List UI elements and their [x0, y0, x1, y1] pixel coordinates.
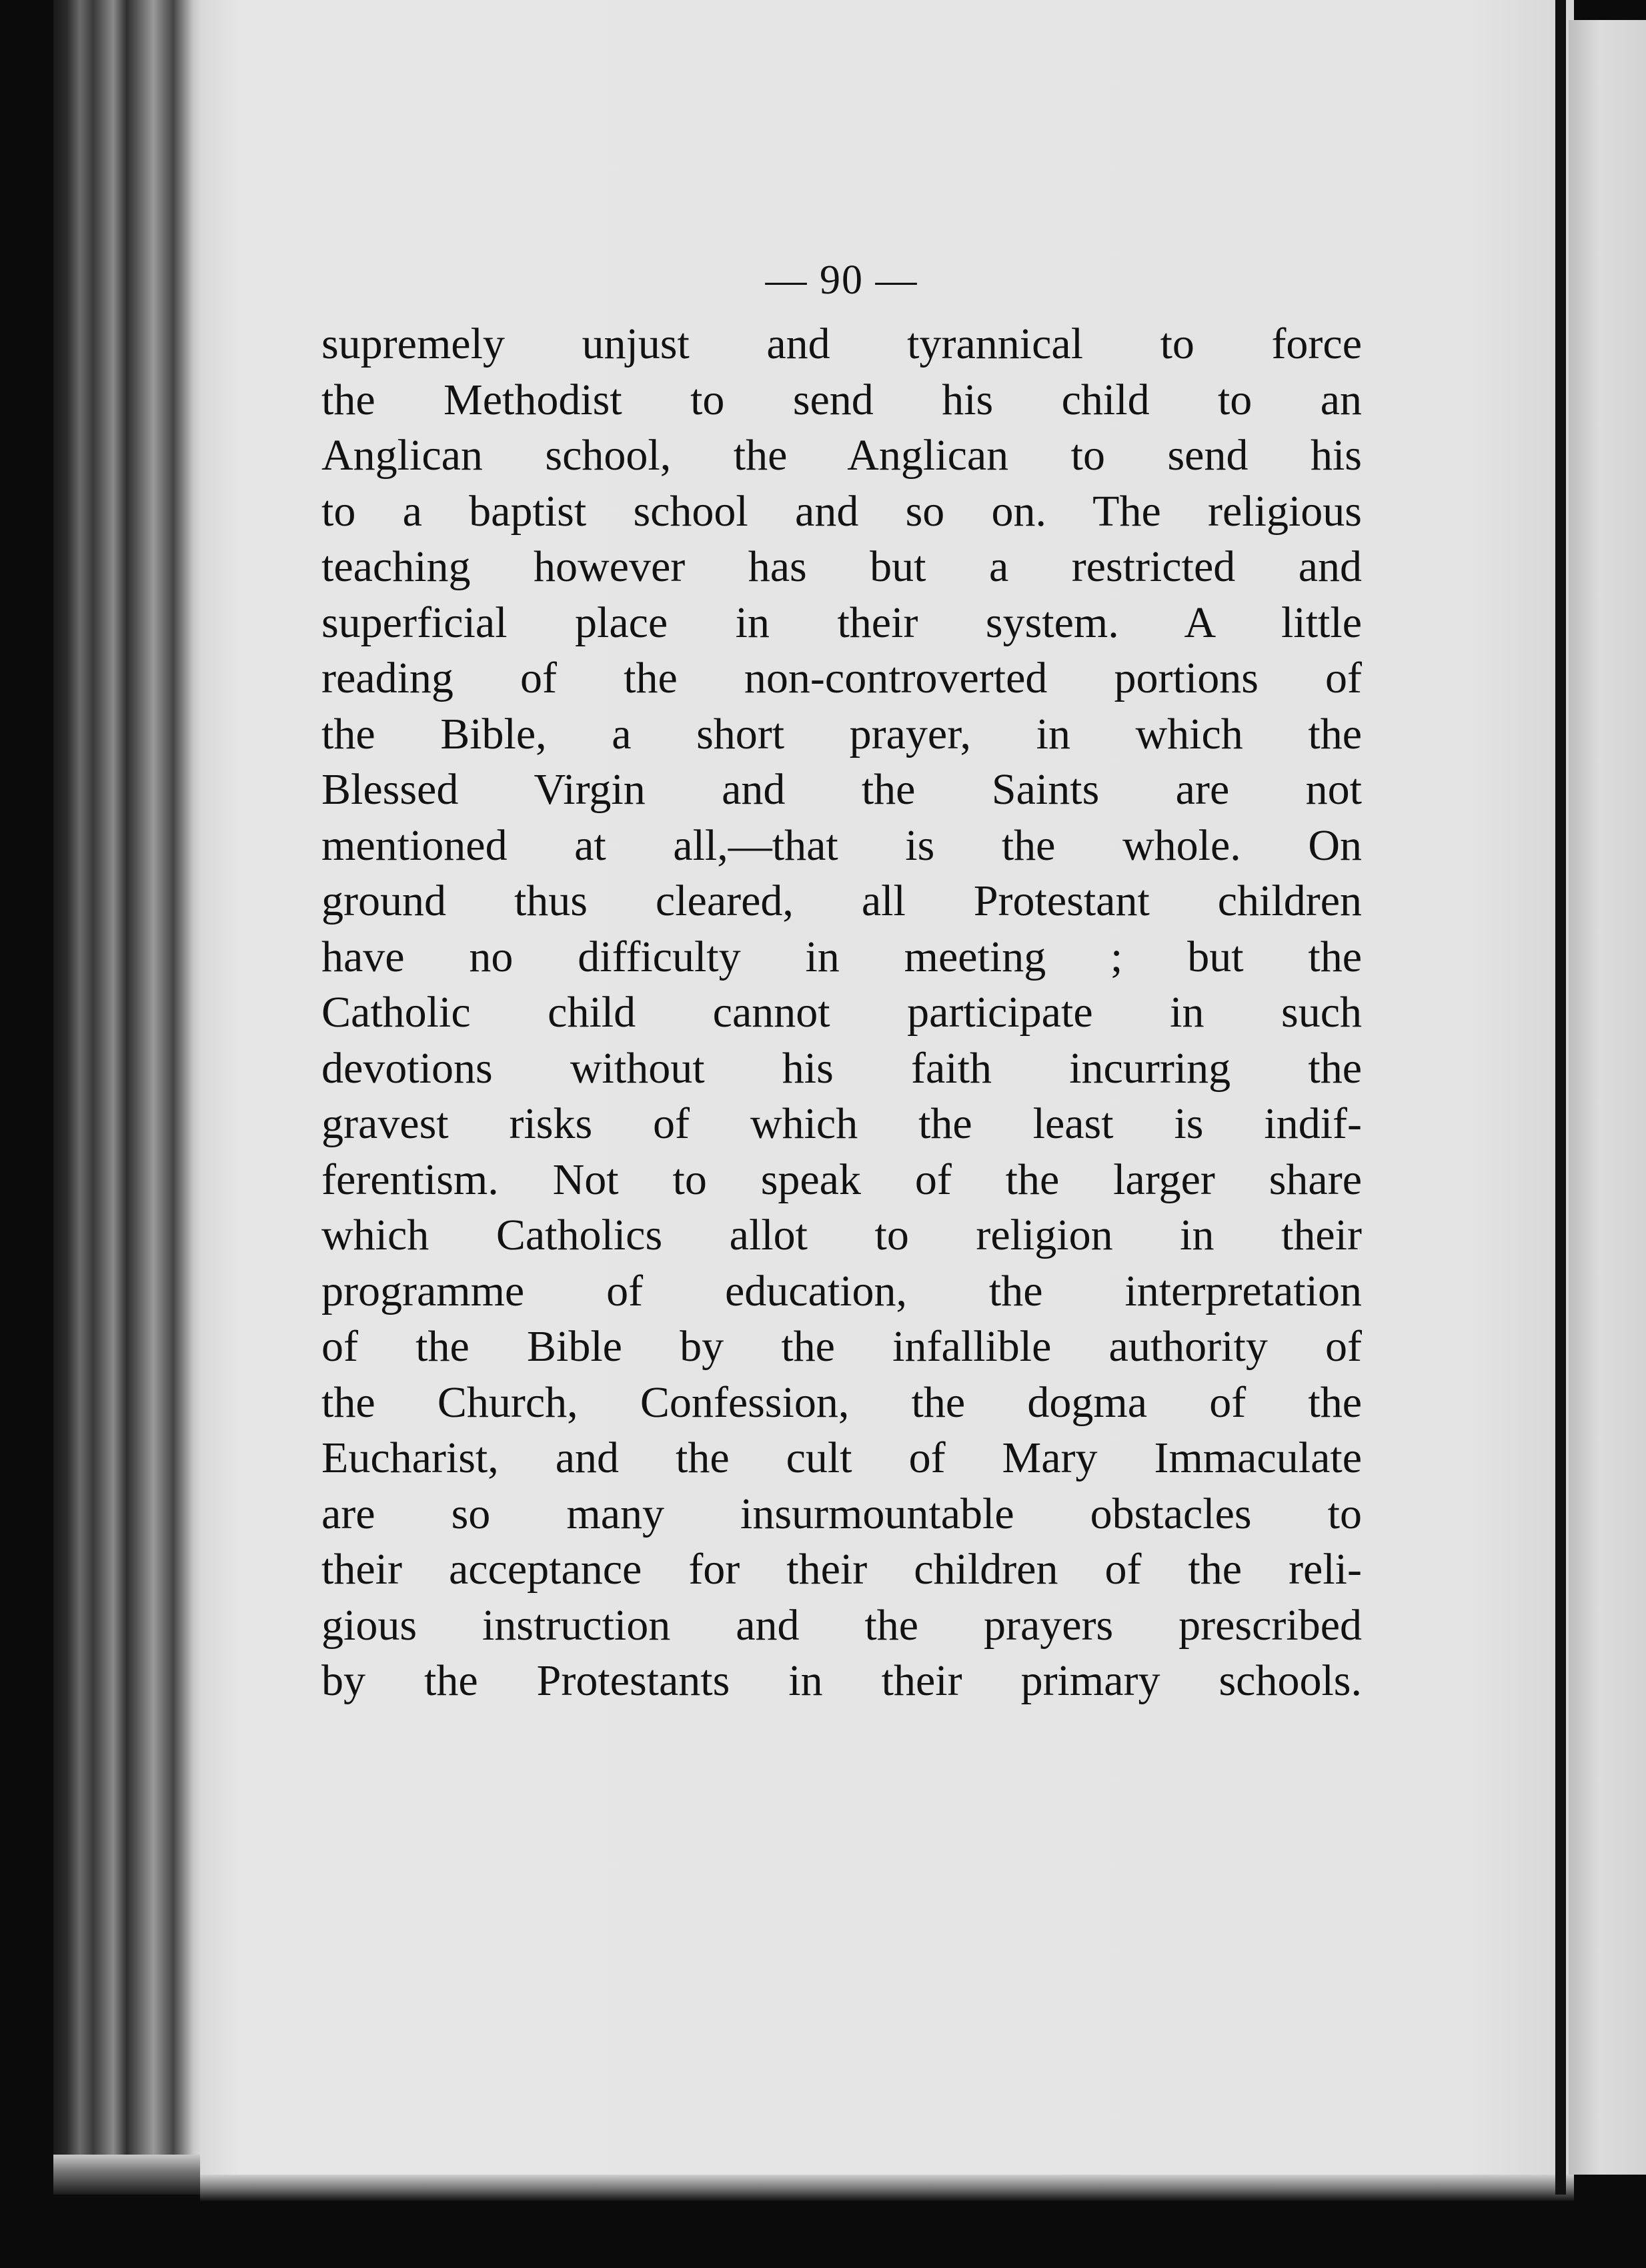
- text-line: reading of the non-controverted portions of: [321, 654, 1362, 702]
- body-paragraph: [321, 316, 1362, 1709]
- text-line: ferentism. Not to speak of the larger share: [321, 1155, 1362, 1204]
- text-line: ground thus cleared, all Protestant children: [321, 877, 1362, 925]
- text-line: the Bible, a short prayer, in which the: [321, 709, 1362, 758]
- text-line: Eucharist, and the cult of Mary Immaculate: [321, 1434, 1362, 1482]
- text-line-last: by the Protestants in their primary schools.: [321, 1656, 1362, 1705]
- text-line: are so many insurmountable obstacles to: [321, 1489, 1362, 1538]
- text-line: Blessed Virgin and the Saints are not: [321, 765, 1362, 814]
- book-gutter: [1555, 0, 1566, 2195]
- text-line: programme of education, the interpretation: [321, 1266, 1362, 1315]
- text-line: which Catholics allot to religion in their: [321, 1211, 1362, 1259]
- text-line: the Methodist to send his child to an: [321, 375, 1362, 424]
- text-line: supremely unjust and tyrannical to force: [321, 320, 1362, 368]
- text-line: Catholic child cannot participate in such: [321, 988, 1362, 1037]
- page-text-block: [321, 253, 1362, 1709]
- text-line: gious instruction and the prayers prescribed: [321, 1600, 1362, 1650]
- text-line: their acceptance for their children of the reli-: [321, 1545, 1362, 1594]
- facing-page-edge: [1569, 20, 1646, 2175]
- text-line: Anglican school, the Anglican to send his: [321, 431, 1362, 480]
- text-line: the Church, Confession, the dogma of the: [321, 1377, 1362, 1427]
- text-line: mentioned at all,—that is the whole. On: [321, 820, 1362, 870]
- text-line: superficial place in their system. A little: [321, 598, 1362, 647]
- text-line: to a baptist school and so on. The religious: [321, 486, 1362, 536]
- page-number: — 90 —: [765, 257, 918, 303]
- text-line: of the Bible by the infallible authority of: [321, 1322, 1362, 1371]
- text-line: devotions without his faith incurring the: [321, 1043, 1362, 1093]
- stacked-page-edges: [53, 0, 207, 2195]
- text-line: teaching however has but a restricted and: [321, 542, 1362, 591]
- text-line: have no difficulty in meeting ; but the: [321, 932, 1362, 981]
- text-line: gravest risks of which the least is indif-: [321, 1099, 1362, 1148]
